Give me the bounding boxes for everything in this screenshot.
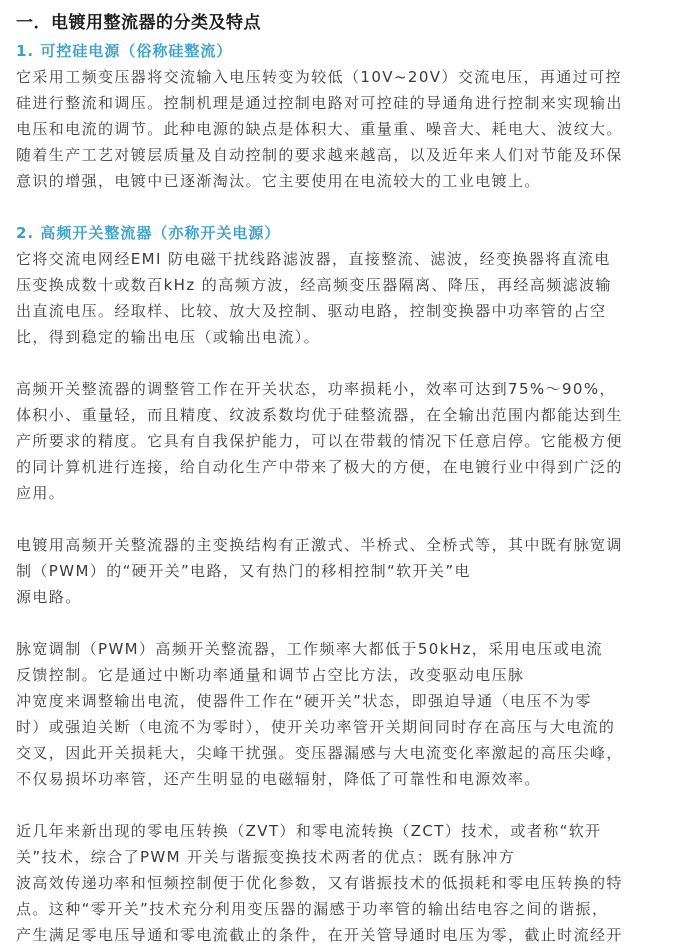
text-line: 产所要求的精度。它具有自我保护能力，可以在带载的情况下任意启停。它能极方便 [16, 432, 623, 450]
spacer [16, 194, 669, 220]
paragraph-topologies [16, 532, 669, 610]
text-line: 点。这种“零开关”技术充分利用变压器的漏感于功率管的输出结电容之间的谐振， [16, 900, 609, 918]
subtitle-scr-power: 1. 可控硅电源（俗称硅整流） [16, 42, 233, 60]
paragraph-scr-description [16, 64, 669, 194]
text-line: 产生满足零电压导通和零电流截止的条件，在开关管导通时电压为零，截止时流经开 [16, 926, 623, 944]
spacer [16, 610, 669, 636]
text-line: 源电路。 [16, 588, 82, 606]
text-line: 出直流电压。经取样、比较、放大及控制、驱动电路，控制变换器中功率管的占空 [16, 302, 607, 320]
text-line: 压变换成数十或数百kHz 的高频方波，经高频变压器隔离、降压，再经高频滤波输 [16, 276, 612, 294]
text-line: 比，得到稳定的输出电压（或输出电流）。 [16, 328, 321, 346]
spacer [16, 506, 669, 532]
text-line: 关”技术，综合了PWM 开关与谐振变换技术两者的优点：既有脉冲方 [16, 848, 516, 866]
text-line: 体积小、重量轻，而且精度、纹波系数均优于硅整流器，在全输出范围内都能达到生 [16, 406, 623, 424]
text-line: 意识的增强，电镀中已逐渐淘汰。它主要使用在电流较大的工业电镀上。 [16, 172, 541, 190]
spacer [16, 792, 669, 818]
paragraph-pwm [16, 636, 669, 792]
paragraph-switching-principle [16, 246, 669, 350]
text-line: 它将交流电网经EMI 防电磁干扰线路滤波器，直接整流、滤波，经变换器将直流电 [16, 250, 611, 268]
subtitle-switching-power: 2. 高频开关整流器（亦称开关电源） [16, 224, 281, 242]
text-line: 它采用工频变压器将交流输入电压转变为较低（10V~20V）交流电压，再通过可控 [16, 68, 622, 86]
text-line: 硅进行整流和调压。控制机理是通过控制电路对可控硅的导通角进行控制来实现输出 [16, 94, 623, 112]
text-line: 冲宽度来调整输出电流，使器件工作在“硬开关”状态，即强迫导通（电压不为零 [16, 692, 592, 710]
text-line: 波高效传递功率和恒频控制便于优化参数，又有谐振技术的低损耗和零电压转换的特 [16, 874, 623, 892]
text-line: 高频开关整流器的调整管工作在开关状态，功率损耗小，效率可达到75%～90%， [16, 380, 616, 398]
paragraph-switching-advantages [16, 376, 669, 506]
text-line: 交叉，因此开关损耗大，尖峰干扰强。变压器漏感与大电流变化率激起的高压尖峰， [16, 744, 623, 762]
text-line: 近几年来新出现的零电压转换（ZVT）和零电流转换（ZCT）技术，或者称“软开 [16, 822, 602, 840]
text-line: 制（PWM）的“硬开关”电路，又有热门的移相控制“软开关”电 [16, 562, 471, 580]
text-line: 随着生产工艺对镀层质量及自动控制的要求越来越高，以及近年来人们对节能及环保 [16, 146, 623, 164]
text-line: 反馈控制。它是通过中断功率通量和调节占空比方法，改变驱动电压脉 [16, 666, 525, 684]
text-line: 电压和电流的调节。此种电源的缺点是体积大、重量重、噪音大、耗电大、波纹大。 [16, 120, 623, 138]
text-line: 应用。 [16, 484, 66, 502]
section-heading: 一．电镀用整流器的分类及特点 [16, 13, 261, 33]
text-line: 电镀用高频开关整流器的主变换结构有正激式、半桥式、全桥式等，其中既有脉宽调 [16, 536, 623, 554]
spacer [16, 350, 669, 376]
text-line: 不仅易损坏功率管，还产生明显的电磁辐射，降低了可靠性和电源效率。 [16, 770, 541, 788]
paragraph-soft-switching [16, 818, 669, 948]
text-line: 时）或强迫关断（电流不为零时），使开关功率管开关期间同时存在高压与大电流的 [16, 718, 616, 736]
text-line: 脉宽调制（PWM）高频开关整流器，工作频率大都低于50kHz，采用电压或电流 [16, 640, 603, 658]
text-line: 的同计算机进行连接，给自动化生产中带来了极大的方便，在电镀行业中得到广泛的 [16, 458, 623, 476]
